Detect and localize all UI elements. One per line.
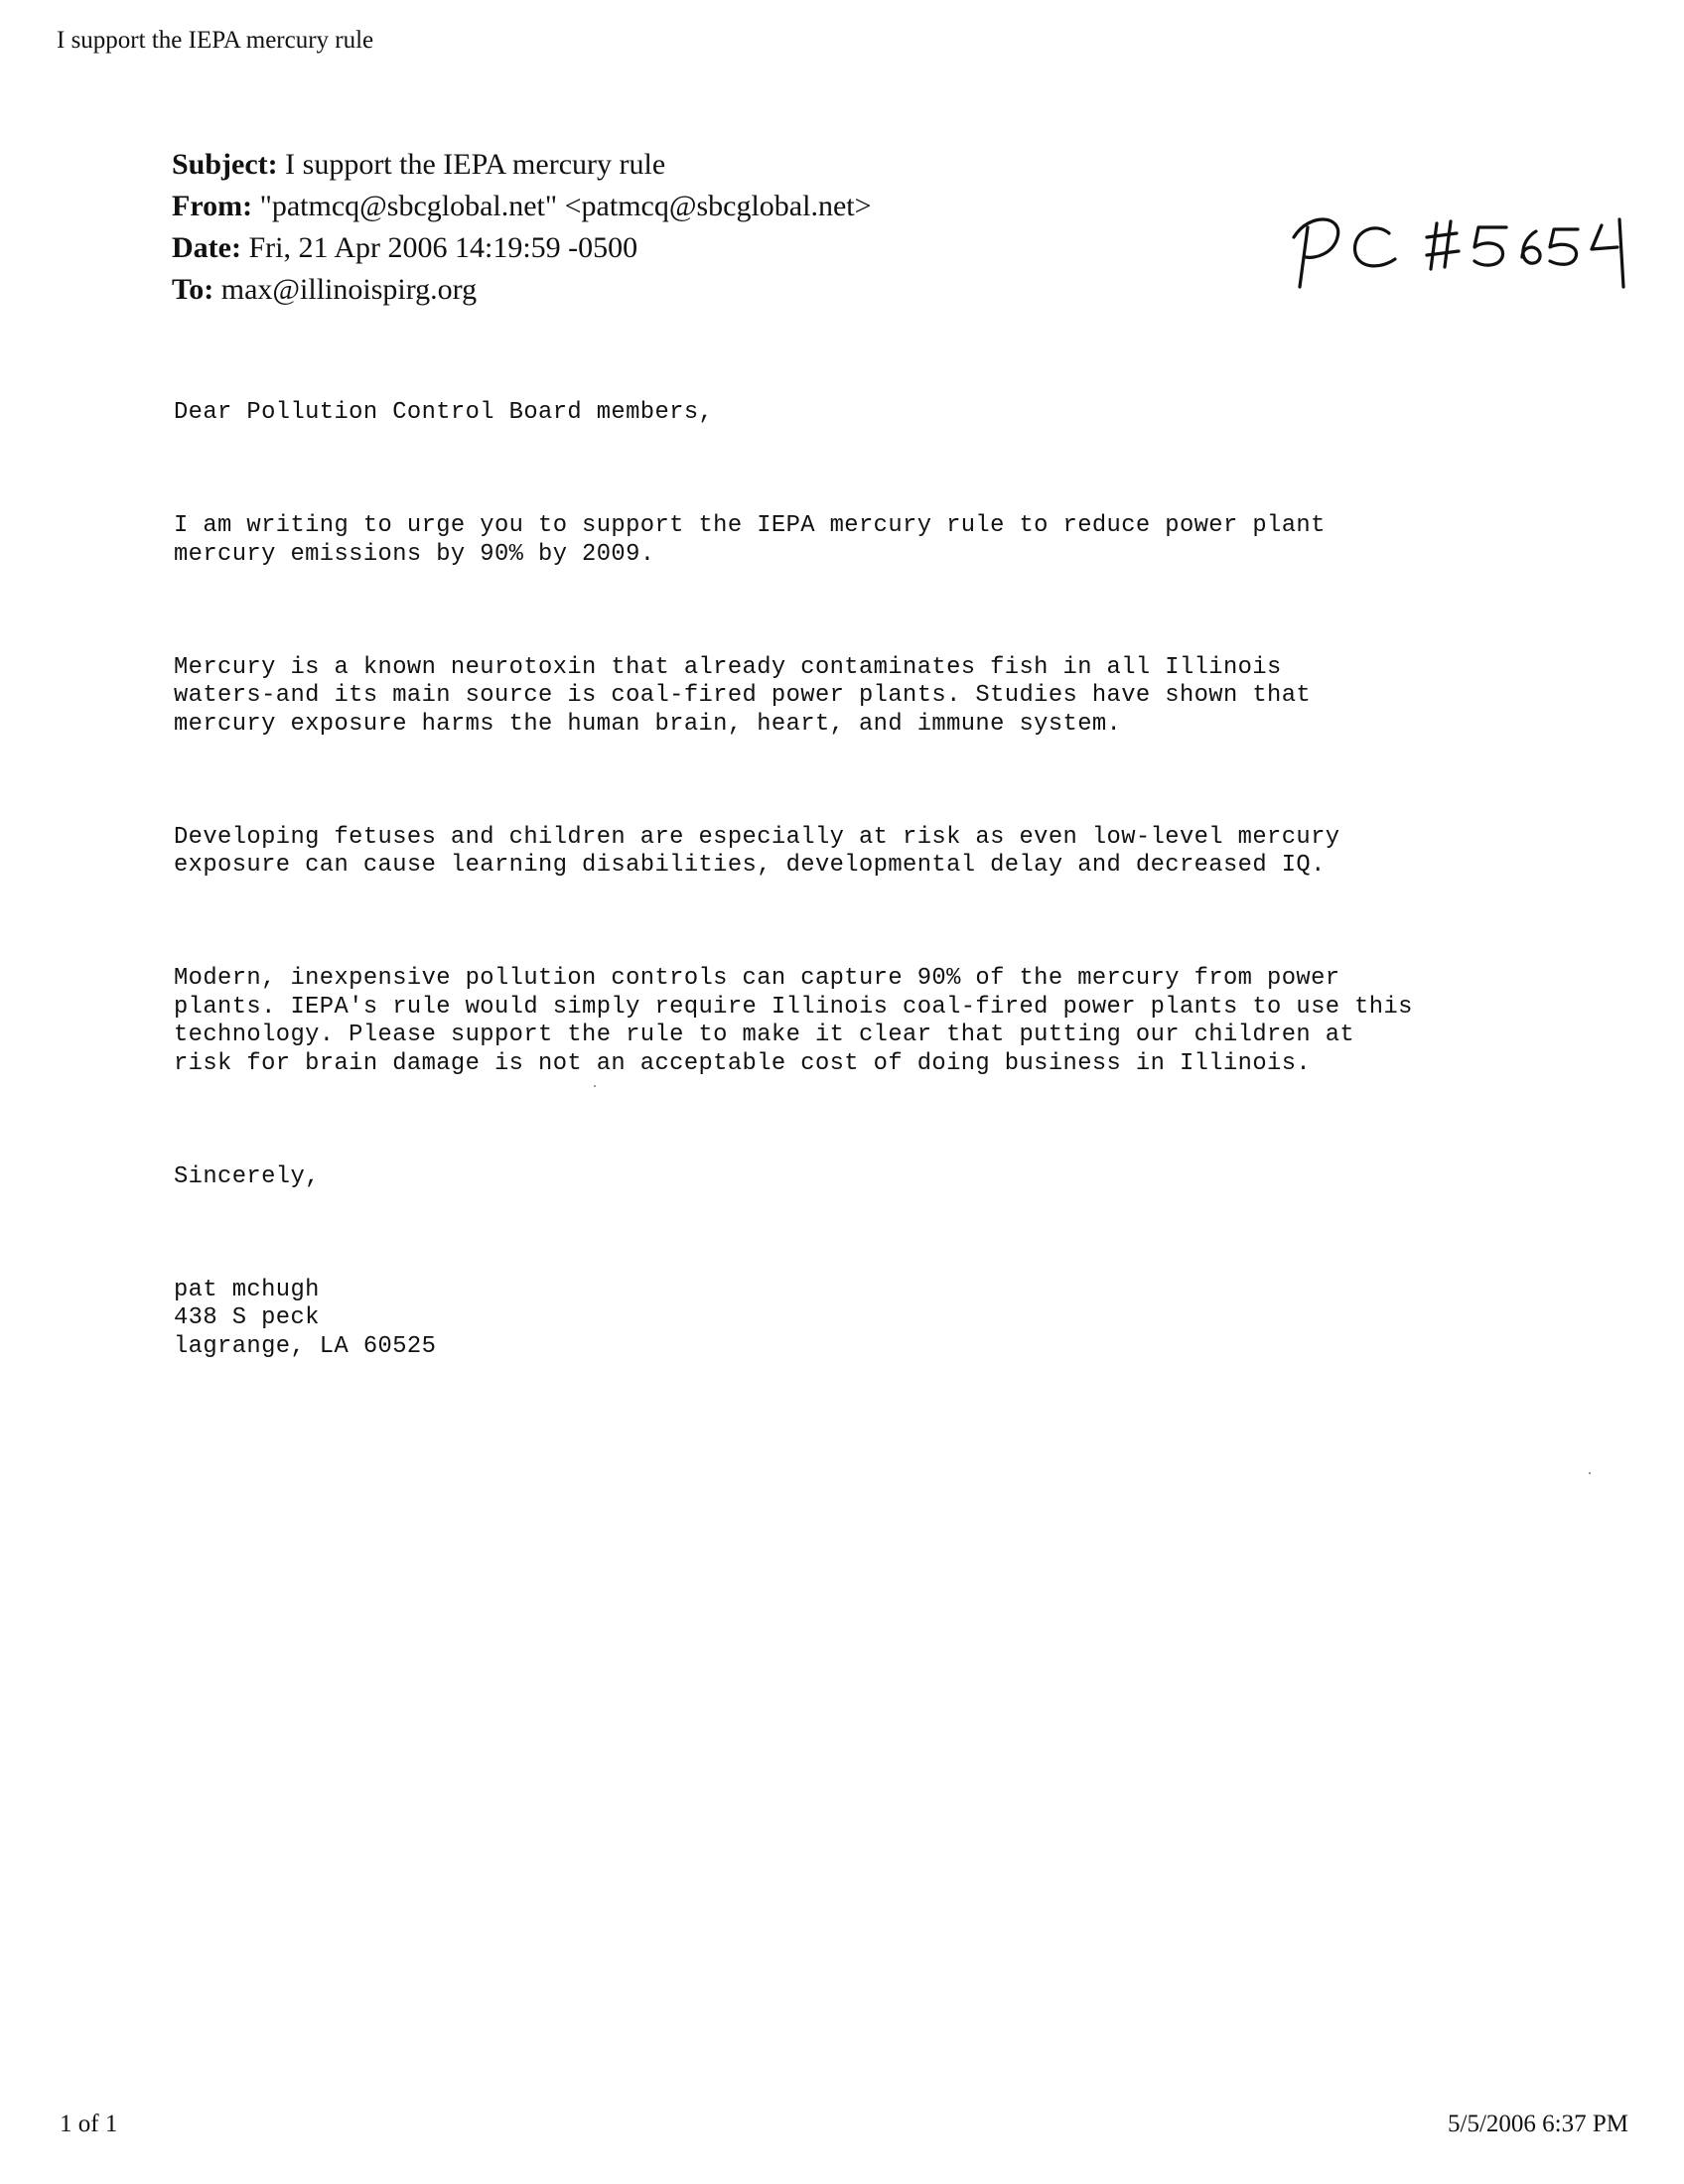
to-value: max@illinoispirg.org <box>220 273 478 306</box>
running-header: I support the IEPA mercury rule <box>57 27 374 54</box>
signature-street: 438 S peck <box>174 1304 320 1331</box>
from-value: "patmcq@sbcglobal.net" <patmcq@sbcglobal.net> <box>259 190 872 222</box>
signature-block <box>174 1277 1663 1362</box>
greeting <box>174 399 1663 428</box>
signature-name: pat mchugh <box>174 1276 320 1303</box>
subject-line <box>172 144 872 186</box>
paragraph-line: exposure can cause learning disabilities, developmental delay and decreased IQ. <box>174 852 1326 879</box>
paragraph-line: technology. Please support the rule to make it clear that putting our children at <box>174 1022 1355 1048</box>
to-line <box>172 269 872 311</box>
handwritten-pc-number-drawing <box>1286 204 1633 293</box>
scan-speck <box>1589 1472 1591 1474</box>
closing <box>174 1163 1663 1192</box>
paragraph-line: plants. IEPA's rule would simply require Illinois coal-fired power plants to use this <box>174 993 1413 1021</box>
greeting-line: Dear Pollution Control Board members, <box>174 399 714 426</box>
letter-body <box>174 342 1663 1418</box>
subject-label: Subject: <box>172 148 278 181</box>
paragraph-4 <box>174 965 1663 1078</box>
paragraph-1 <box>174 512 1663 569</box>
paragraph-2 <box>174 654 1663 740</box>
paragraph-3 <box>174 824 1663 881</box>
paragraph-line: I am writing to urge you to support the IEPA mercury rule to reduce power plant <box>174 512 1326 539</box>
scan-speck <box>594 1085 596 1087</box>
from-line <box>172 186 872 227</box>
paragraph-line: mercury exposure harms the human brain, heart, and immune system. <box>174 710 1122 738</box>
date-value: Fri, 21 Apr 2006 14:19:59 -0500 <box>248 231 638 264</box>
paragraph-line: Developing fetuses and children are especially at risk as even low-level mercury <box>174 823 1340 851</box>
email-headers <box>172 144 872 311</box>
print-timestamp: 5/5/2006 6:37 PM <box>1448 2111 1628 2137</box>
to-label: To: <box>172 273 214 306</box>
paragraph-line: Mercury is a known neurotoxin that already contaminates fish in all Illinois <box>174 653 1282 681</box>
paragraph-line: mercury emissions by 90% by 2009. <box>174 540 655 568</box>
date-line <box>172 227 872 269</box>
paragraph-line: Modern, inexpensive pollution controls can capture 90% of the mercury from power <box>174 965 1340 992</box>
handwritten-pc-number <box>1286 204 1633 293</box>
from-label: From: <box>172 190 253 222</box>
page-count: 1 of 1 <box>60 2111 118 2137</box>
closing-line: Sincerely, <box>174 1162 320 1190</box>
signature-city: lagrange, LA 60525 <box>174 1332 437 1360</box>
paragraph-line: waters-and its main source is coal-fired power plants. Studies have shown that <box>174 682 1312 709</box>
paragraph-line: risk for brain damage is not an acceptable cost of doing business in Illinois. <box>174 1049 1312 1077</box>
date-label: Date: <box>172 231 241 264</box>
subject-value: I support the IEPA mercury rule <box>285 148 666 181</box>
